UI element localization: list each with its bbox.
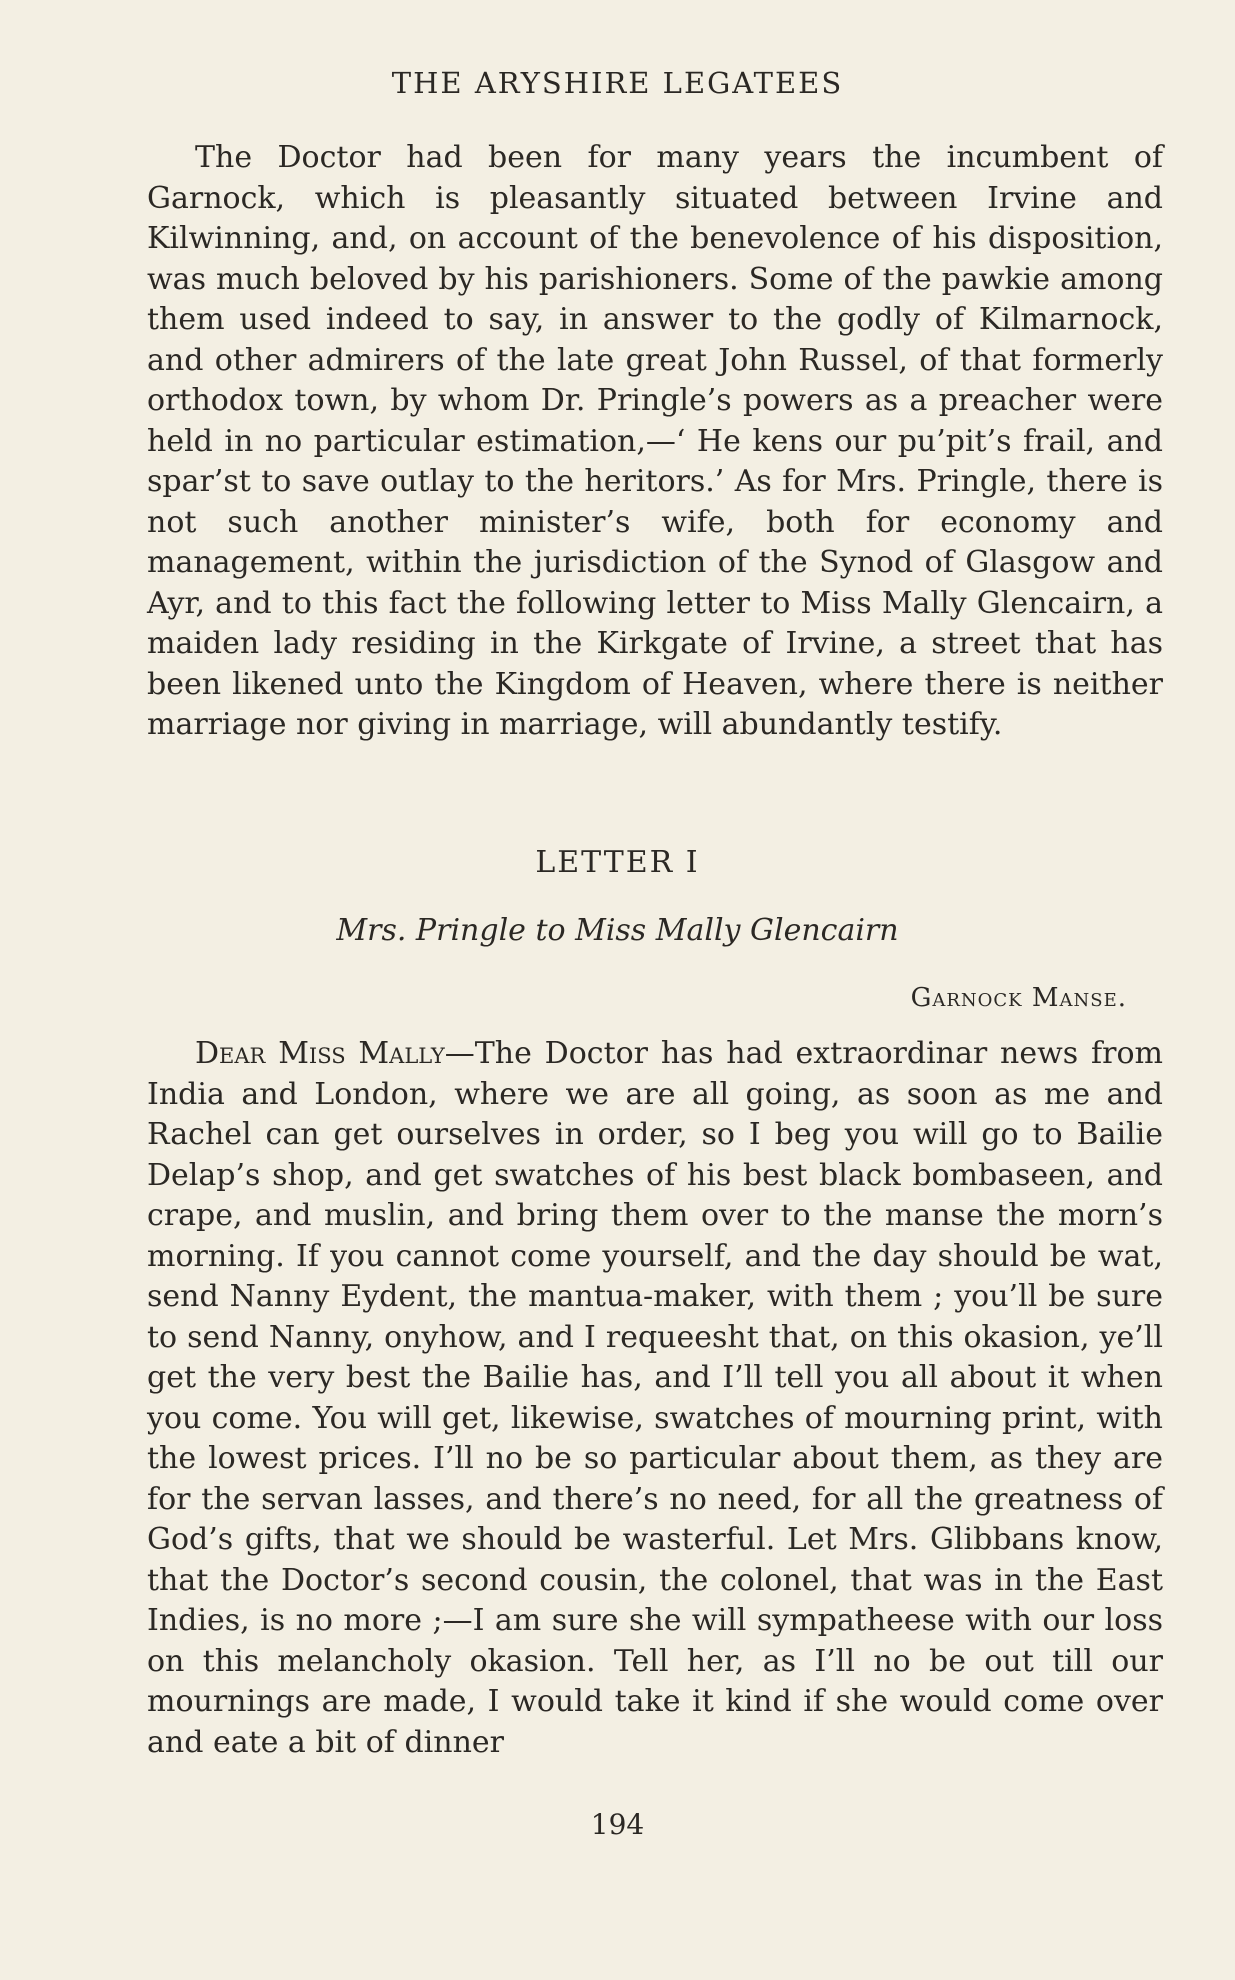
letter-heading: LETTER I [535, 845, 700, 880]
letter-body-text: —The Doctor has had extraordinar news from India and London, where we are all going, as soon as me and Rachel can get ourselves in order, so I beg you will go to Bailie Delap’s shop, and get swatches of his best black bombaseen, and crape, and muslin, and bring them over to the manse the morn’s morning. If you cannot come yourself, and the day should be wat, send Nanny Eydent, the mantua-maker, with them ; you’ll be sure to send Nanny, onyhow, and I requeesht that, on this okasion, ye’ll get the very best the Bailie has, and I’ll tell you all about it when you come. You will get, likewise, swatches of mourning print, with the lowest prices. I’ll no be so particular about them, as they are for the servan lasses, and there’s no need, for all the greatness of God’s gifts, that we should be wasterful. Let Mrs. Glibbans know, that the Doctor’s second cousin, the colonel, that was in the East Indies, is no more ;—I am sure she will sympatheese with our loss on this melancholy okasion. Tell her, as I’ll no be out till our mournings are made, I would take it kind if she would come over and eate a bit of dinner [147, 1036, 1163, 1760]
letter-body-section [147, 1034, 1163, 1763]
letter-salutation: Dear Miss Mally [195, 1036, 445, 1071]
intro-paragraph: The Doctor had been for many years the incumbent of Garnock, which is pleasantly situated between Irvine and Kilwinning, and, on account of the benevolence of his disposition, was much beloved by his parishioners. Some of the pawkie among them used indeed to say, in answer to the godly of Kilmarnock, and other admirers of the late great John Russel, of that formerly orthodox town, by whom Dr. Pringle’s powers as a preacher were held in no particular estimation,—‘ He kens our pu’pit’s frail, and spar’st to save outlay to the heritors.’ As for Mrs. Pringle, there is not such another minister’s wife, both for economy and management, within the jurisdiction of the Synod of Glasgow and Ayr, and to this fact the following letter to Miss Mally Glencairn, a maiden lady residing in the Kirkgate of Irvine, a street that has been likened unto the Kingdom of Heaven, where there is neither marriage nor giving in marriage, will abundantly testify. [147, 140, 1163, 742]
letter-subtitle: Mrs. Pringle to Miss Mally Glencairn [336, 913, 899, 948]
letter-place: Garnock Manse. [910, 983, 1127, 1013]
intro-section [147, 138, 1163, 746]
running-head: THE ARYSHIRE LEGATEES [391, 66, 844, 100]
page-number: 194 [590, 1808, 645, 1841]
letter-paragraph [147, 1034, 1163, 1763]
